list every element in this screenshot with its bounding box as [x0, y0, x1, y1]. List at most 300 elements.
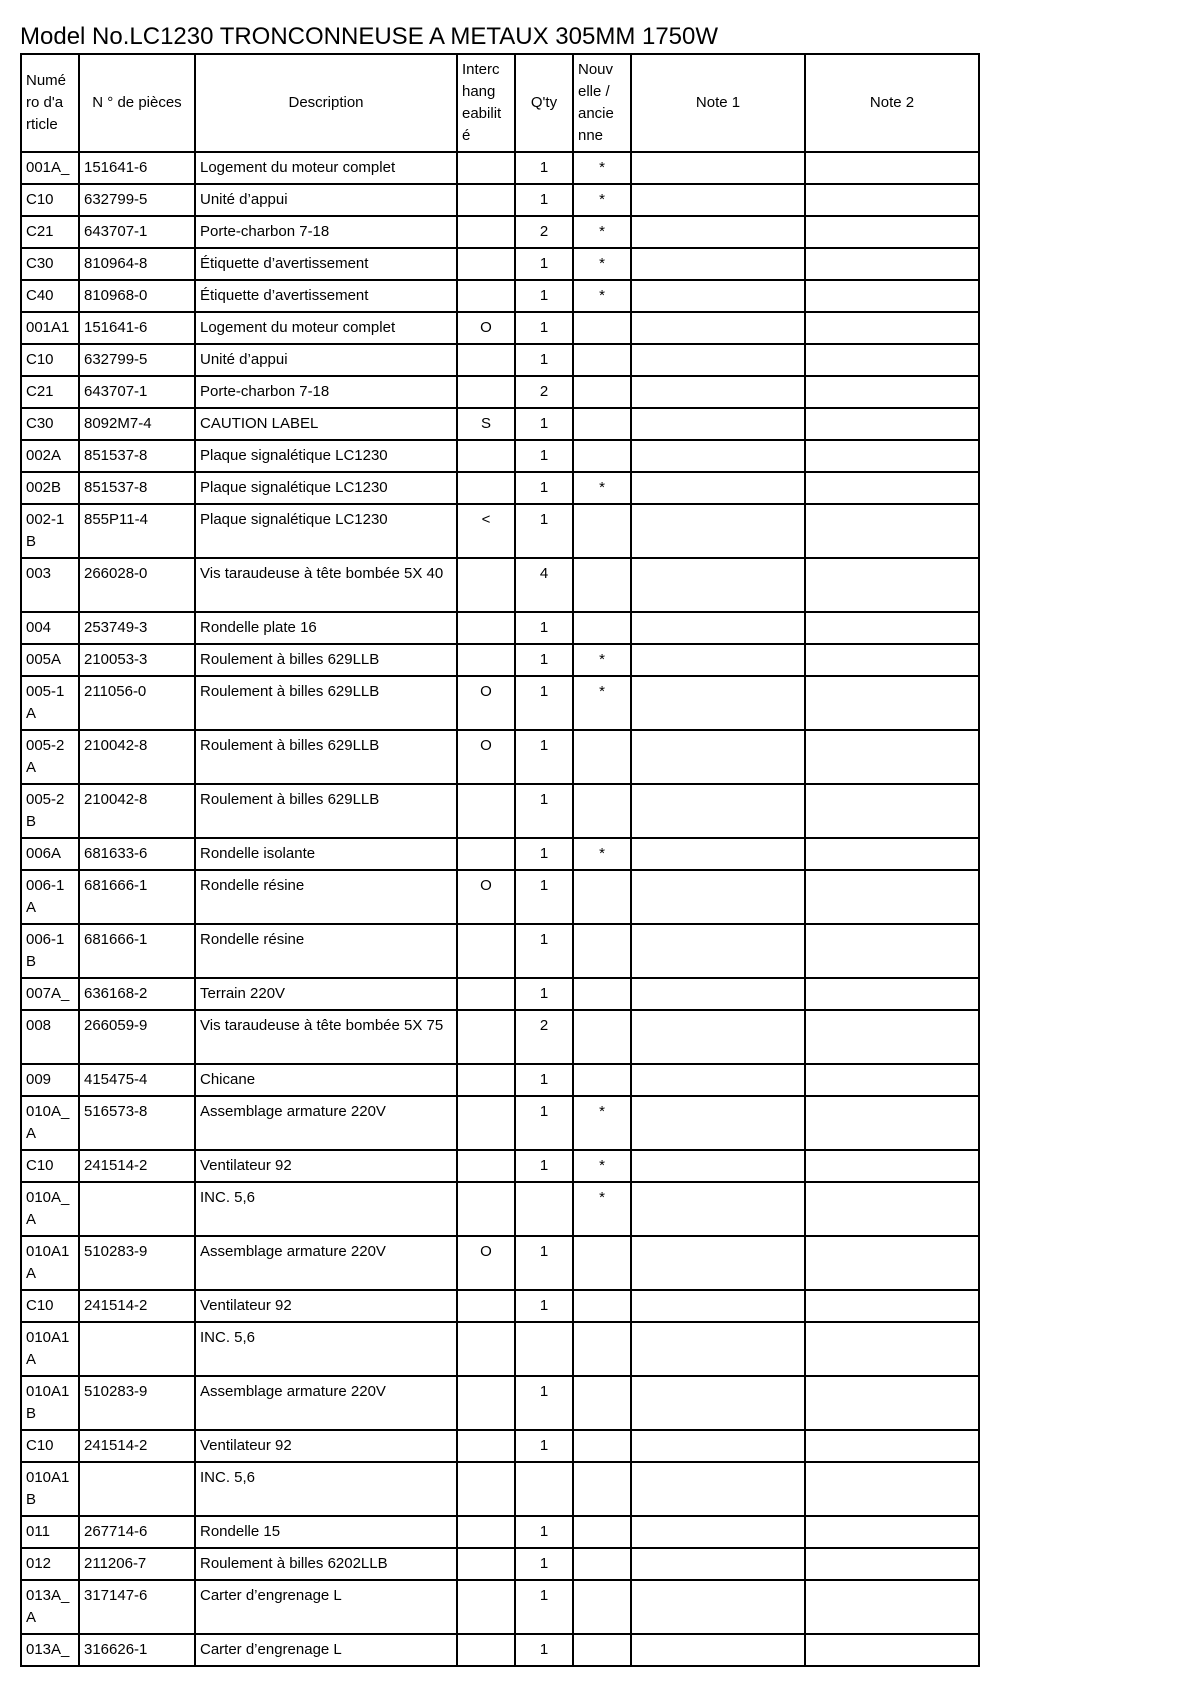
table-row [21, 1236, 979, 1290]
cell-part-number: 681633-6 [79, 838, 195, 870]
cell-note-1 [631, 1462, 805, 1516]
cell-new-old: * [573, 152, 631, 184]
cell-quantity: 1 [515, 924, 573, 978]
cell-note-1 [631, 376, 805, 408]
table-row [21, 676, 979, 730]
cell-note-1 [631, 612, 805, 644]
parts-table [20, 53, 980, 1667]
cell-new-old [573, 978, 631, 1010]
cell-note-1 [631, 1580, 805, 1634]
cell-note-2 [805, 1064, 979, 1096]
cell-note-2 [805, 1290, 979, 1322]
cell-note-1 [631, 644, 805, 676]
cell-new-old [573, 312, 631, 344]
cell-description: Porte-charbon 7-18 [195, 376, 457, 408]
cell-article-number: 001A_ [21, 152, 79, 184]
table-row [21, 730, 979, 784]
cell-interchangeability [457, 1096, 515, 1150]
cell-article-number: 011 [21, 1516, 79, 1548]
cell-interchangeability: O [457, 676, 515, 730]
cell-part-number: 851537-8 [79, 440, 195, 472]
table-row [21, 248, 979, 280]
cell-note-1 [631, 440, 805, 472]
page-title: Model No.LC1230 TRONCONNEUSE A METAUX 305MM 1750W [20, 23, 719, 50]
cell-description: Porte-charbon 7-18 [195, 216, 457, 248]
cell-article-number: 009 [21, 1064, 79, 1096]
cell-quantity: 1 [515, 1150, 573, 1182]
cell-quantity: 1 [515, 1430, 573, 1462]
cell-note-2 [805, 216, 979, 248]
cell-quantity: 1 [515, 870, 573, 924]
table-row [21, 1430, 979, 1462]
cell-description: Terrain 220V [195, 978, 457, 1010]
table-row [21, 1634, 979, 1666]
header-row [21, 54, 979, 152]
table-row [21, 784, 979, 838]
col-header-note-1: Note 1 [631, 54, 805, 152]
table-row [21, 1376, 979, 1430]
cell-interchangeability [457, 924, 515, 978]
cell-note-2 [805, 1430, 979, 1462]
cell-article-number: 001A1 [21, 312, 79, 344]
table-row [21, 558, 979, 612]
cell-quantity [515, 1182, 573, 1236]
cell-note-2 [805, 612, 979, 644]
cell-interchangeability [457, 248, 515, 280]
cell-interchangeability [457, 1322, 515, 1376]
cell-part-number: 266028-0 [79, 558, 195, 612]
cell-new-old [573, 1322, 631, 1376]
cell-part-number: 210042-8 [79, 730, 195, 784]
cell-description: Ventilateur 92 [195, 1290, 457, 1322]
cell-new-old [573, 1376, 631, 1430]
cell-note-2 [805, 1516, 979, 1548]
cell-interchangeability [457, 472, 515, 504]
cell-note-2 [805, 676, 979, 730]
cell-description: Ventilateur 92 [195, 1430, 457, 1462]
cell-part-number: 636168-2 [79, 978, 195, 1010]
table-row [21, 1322, 979, 1376]
cell-description: CAUTION LABEL [195, 408, 457, 440]
cell-article-number: C10 [21, 344, 79, 376]
cell-article-number: 006-1 A [21, 870, 79, 924]
cell-note-2 [805, 280, 979, 312]
cell-new-old [573, 1064, 631, 1096]
cell-quantity: 2 [515, 1010, 573, 1064]
cell-note-1 [631, 1430, 805, 1462]
cell-note-2 [805, 730, 979, 784]
cell-quantity: 1 [515, 644, 573, 676]
cell-new-old: * [573, 1182, 631, 1236]
cell-new-old: * [573, 248, 631, 280]
cell-note-1 [631, 1634, 805, 1666]
cell-interchangeability [457, 978, 515, 1010]
cell-interchangeability: S [457, 408, 515, 440]
cell-note-2 [805, 472, 979, 504]
cell-description: INC. 5,6 [195, 1462, 457, 1516]
cell-new-old: * [573, 838, 631, 870]
table-row [21, 1516, 979, 1548]
cell-description: Assemblage armature 220V [195, 1236, 457, 1290]
cell-interchangeability [457, 216, 515, 248]
cell-article-number: 008 [21, 1010, 79, 1064]
cell-quantity: 1 [515, 838, 573, 870]
cell-article-number: 012 [21, 1548, 79, 1580]
col-header-new-old: Nouv elle / ancie nne [573, 54, 631, 152]
cell-note-1 [631, 924, 805, 978]
cell-article-number: 002-1 B [21, 504, 79, 558]
cell-part-number: 810964-8 [79, 248, 195, 280]
cell-note-1 [631, 280, 805, 312]
cell-part-number: 632799-5 [79, 184, 195, 216]
cell-part-number: 643707-1 [79, 216, 195, 248]
cell-article-number: 013A_ [21, 1634, 79, 1666]
cell-new-old [573, 784, 631, 838]
cell-part-number [79, 1322, 195, 1376]
cell-part-number [79, 1462, 195, 1516]
cell-part-number: 681666-1 [79, 924, 195, 978]
cell-part-number: 851537-8 [79, 472, 195, 504]
cell-description: Rondelle résine [195, 870, 457, 924]
table-row [21, 1096, 979, 1150]
cell-new-old: * [573, 184, 631, 216]
cell-new-old [573, 870, 631, 924]
cell-note-1 [631, 784, 805, 838]
cell-article-number: 005-2 B [21, 784, 79, 838]
cell-note-2 [805, 312, 979, 344]
cell-article-number: C10 [21, 1150, 79, 1182]
cell-new-old [573, 344, 631, 376]
cell-quantity: 1 [515, 408, 573, 440]
table-row [21, 472, 979, 504]
cell-new-old [573, 376, 631, 408]
cell-description: INC. 5,6 [195, 1182, 457, 1236]
table-row [21, 1462, 979, 1516]
cell-article-number: 010A1 B [21, 1376, 79, 1430]
cell-note-1 [631, 248, 805, 280]
cell-article-number: C21 [21, 376, 79, 408]
cell-new-old: * [573, 280, 631, 312]
cell-note-1 [631, 676, 805, 730]
cell-part-number: 317147-6 [79, 1580, 195, 1634]
table-row [21, 1182, 979, 1236]
cell-description: Roulement à billes 629LLB [195, 676, 457, 730]
cell-quantity: 4 [515, 558, 573, 612]
cell-note-1 [631, 312, 805, 344]
cell-note-2 [805, 184, 979, 216]
cell-description: Rondelle 15 [195, 1516, 457, 1548]
cell-new-old [573, 1010, 631, 1064]
cell-note-1 [631, 838, 805, 870]
table-row [21, 1064, 979, 1096]
cell-new-old [573, 408, 631, 440]
cell-interchangeability [457, 838, 515, 870]
cell-article-number: 010A_ A [21, 1096, 79, 1150]
cell-description: Roulement à billes 629LLB [195, 784, 457, 838]
table-row [21, 1150, 979, 1182]
cell-quantity: 2 [515, 376, 573, 408]
cell-interchangeability [457, 558, 515, 612]
cell-note-2 [805, 504, 979, 558]
cell-description: Vis taraudeuse à tête bombée 5X 40 [195, 558, 457, 612]
cell-note-2 [805, 924, 979, 978]
cell-interchangeability [457, 1182, 515, 1236]
cell-article-number: C10 [21, 184, 79, 216]
cell-note-1 [631, 1516, 805, 1548]
cell-new-old: * [573, 676, 631, 730]
cell-description: Carter d’engrenage L [195, 1634, 457, 1666]
cell-new-old: * [573, 644, 631, 676]
cell-note-2 [805, 1376, 979, 1430]
cell-part-number: 415475-4 [79, 1064, 195, 1096]
cell-note-2 [805, 1096, 979, 1150]
cell-article-number: 010A1 A [21, 1236, 79, 1290]
cell-part-number: 8092M7-4 [79, 408, 195, 440]
cell-quantity: 1 [515, 1548, 573, 1580]
cell-part-number: 510283-9 [79, 1236, 195, 1290]
cell-quantity: 1 [515, 152, 573, 184]
cell-quantity: 1 [515, 312, 573, 344]
cell-interchangeability [457, 1010, 515, 1064]
cell-part-number: 241514-2 [79, 1430, 195, 1462]
cell-part-number: 266059-9 [79, 1010, 195, 1064]
cell-interchangeability: O [457, 312, 515, 344]
cell-new-old [573, 1580, 631, 1634]
cell-description: Rondelle plate 16 [195, 612, 457, 644]
cell-description: Logement du moteur complet [195, 312, 457, 344]
cell-new-old [573, 558, 631, 612]
cell-new-old: * [573, 1096, 631, 1150]
cell-interchangeability [457, 1548, 515, 1580]
cell-article-number: 005-1 A [21, 676, 79, 730]
cell-interchangeability [457, 612, 515, 644]
table-row [21, 312, 979, 344]
col-header-interchangeability: Interc hang eabilit é [457, 54, 515, 152]
cell-note-2 [805, 440, 979, 472]
cell-quantity: 1 [515, 1096, 573, 1150]
cell-description: Étiquette d’avertissement [195, 248, 457, 280]
table-row [21, 184, 979, 216]
col-header-article-number: Numé ro d'a rticle [21, 54, 79, 152]
cell-quantity: 1 [515, 730, 573, 784]
cell-note-2 [805, 152, 979, 184]
cell-interchangeability: O [457, 870, 515, 924]
cell-description: Rondelle isolante [195, 838, 457, 870]
cell-description: Roulement à billes 6202LLB [195, 1548, 457, 1580]
cell-note-2 [805, 784, 979, 838]
table-row [21, 1290, 979, 1322]
cell-article-number: C10 [21, 1430, 79, 1462]
table-row [21, 408, 979, 440]
table-row [21, 504, 979, 558]
cell-quantity: 2 [515, 216, 573, 248]
cell-article-number: 013A_ A [21, 1580, 79, 1634]
cell-part-number: 643707-1 [79, 376, 195, 408]
cell-article-number: 005-2 A [21, 730, 79, 784]
cell-part-number [79, 1182, 195, 1236]
cell-quantity: 1 [515, 248, 573, 280]
cell-note-2 [805, 1634, 979, 1666]
cell-note-2 [805, 838, 979, 870]
table-row [21, 978, 979, 1010]
table-row [21, 612, 979, 644]
cell-note-1 [631, 1376, 805, 1430]
cell-note-1 [631, 408, 805, 440]
cell-article-number: 006A [21, 838, 79, 870]
cell-description: Logement du moteur complet [195, 152, 457, 184]
cell-part-number: 516573-8 [79, 1096, 195, 1150]
cell-quantity: 1 [515, 1236, 573, 1290]
cell-description: INC. 5,6 [195, 1322, 457, 1376]
cell-note-2 [805, 1580, 979, 1634]
cell-part-number: 810968-0 [79, 280, 195, 312]
cell-article-number: 007A_ [21, 978, 79, 1010]
cell-interchangeability [457, 1430, 515, 1462]
cell-note-1 [631, 1096, 805, 1150]
table-row [21, 870, 979, 924]
cell-part-number: 632799-5 [79, 344, 195, 376]
cell-quantity: 1 [515, 1580, 573, 1634]
cell-part-number: 210053-3 [79, 644, 195, 676]
cell-description: Chicane [195, 1064, 457, 1096]
table-row [21, 1548, 979, 1580]
cell-note-2 [805, 1010, 979, 1064]
cell-note-2 [805, 1462, 979, 1516]
table-row [21, 1010, 979, 1064]
cell-interchangeability [457, 184, 515, 216]
cell-note-2 [805, 408, 979, 440]
cell-quantity [515, 1462, 573, 1516]
cell-new-old [573, 1462, 631, 1516]
cell-article-number: 006-1 B [21, 924, 79, 978]
cell-description: Assemblage armature 220V [195, 1376, 457, 1430]
cell-note-2 [805, 1548, 979, 1580]
cell-description: Unité d’appui [195, 344, 457, 376]
cell-interchangeability: O [457, 1236, 515, 1290]
cell-note-1 [631, 216, 805, 248]
cell-new-old [573, 1548, 631, 1580]
cell-interchangeability [457, 644, 515, 676]
cell-quantity: 1 [515, 1290, 573, 1322]
cell-article-number: 005A [21, 644, 79, 676]
cell-article-number: 003 [21, 558, 79, 612]
cell-note-2 [805, 1322, 979, 1376]
cell-interchangeability [457, 1290, 515, 1322]
cell-article-number: 002A [21, 440, 79, 472]
cell-note-1 [631, 978, 805, 1010]
cell-article-number: 010A1 A [21, 1322, 79, 1376]
cell-note-2 [805, 644, 979, 676]
cell-new-old [573, 504, 631, 558]
cell-new-old: * [573, 1150, 631, 1182]
col-header-part-number: N ° de pièces [79, 54, 195, 152]
table-body [21, 152, 979, 1666]
cell-new-old [573, 1430, 631, 1462]
cell-new-old: * [573, 472, 631, 504]
cell-note-1 [631, 1064, 805, 1096]
cell-new-old [573, 1290, 631, 1322]
cell-description: Vis taraudeuse à tête bombée 5X 75 [195, 1010, 457, 1064]
cell-description: Carter d’engrenage L [195, 1580, 457, 1634]
cell-note-2 [805, 1236, 979, 1290]
cell-interchangeability [457, 1150, 515, 1182]
table-row [21, 924, 979, 978]
cell-description: Plaque signalétique LC1230 [195, 472, 457, 504]
cell-new-old [573, 1516, 631, 1548]
cell-part-number: 210042-8 [79, 784, 195, 838]
cell-description: Ventilateur 92 [195, 1150, 457, 1182]
cell-part-number: 253749-3 [79, 612, 195, 644]
cell-note-1 [631, 344, 805, 376]
cell-interchangeability [457, 784, 515, 838]
cell-quantity: 1 [515, 344, 573, 376]
cell-note-1 [631, 1548, 805, 1580]
cell-note-1 [631, 870, 805, 924]
cell-part-number: 211056-0 [79, 676, 195, 730]
cell-note-1 [631, 558, 805, 612]
cell-new-old [573, 730, 631, 784]
cell-note-2 [805, 870, 979, 924]
cell-note-1 [631, 1182, 805, 1236]
cell-interchangeability [457, 1516, 515, 1548]
cell-note-1 [631, 1322, 805, 1376]
cell-interchangeability [457, 152, 515, 184]
cell-part-number: 211206-7 [79, 1548, 195, 1580]
cell-quantity: 1 [515, 440, 573, 472]
cell-description: Roulement à billes 629LLB [195, 644, 457, 676]
cell-quantity: 1 [515, 1064, 573, 1096]
table-row [21, 440, 979, 472]
cell-article-number: 010A_ A [21, 1182, 79, 1236]
cell-part-number: 316626-1 [79, 1634, 195, 1666]
cell-note-2 [805, 248, 979, 280]
cell-note-2 [805, 558, 979, 612]
cell-note-1 [631, 1010, 805, 1064]
cell-part-number: 267714-6 [79, 1516, 195, 1548]
cell-article-number: C10 [21, 1290, 79, 1322]
cell-note-1 [631, 730, 805, 784]
cell-description: Roulement à billes 629LLB [195, 730, 457, 784]
cell-description: Plaque signalétique LC1230 [195, 504, 457, 558]
cell-quantity: 1 [515, 978, 573, 1010]
cell-note-1 [631, 504, 805, 558]
cell-article-number: 004 [21, 612, 79, 644]
cell-description: Rondelle résine [195, 924, 457, 978]
cell-article-number: C21 [21, 216, 79, 248]
col-header-note-2: Note 2 [805, 54, 979, 152]
cell-quantity: 1 [515, 1516, 573, 1548]
cell-description: Unité d’appui [195, 184, 457, 216]
col-header-quantity: Q'ty [515, 54, 573, 152]
cell-part-number: 151641-6 [79, 152, 195, 184]
cell-note-2 [805, 376, 979, 408]
cell-article-number: C40 [21, 280, 79, 312]
cell-quantity: 1 [515, 676, 573, 730]
table-row [21, 344, 979, 376]
table-row [21, 216, 979, 248]
cell-note-1 [631, 1150, 805, 1182]
cell-article-number: 010A1 B [21, 1462, 79, 1516]
table-row [21, 838, 979, 870]
cell-interchangeability [457, 280, 515, 312]
cell-new-old [573, 1634, 631, 1666]
cell-interchangeability [457, 1462, 515, 1516]
cell-note-1 [631, 152, 805, 184]
cell-interchangeability [457, 1580, 515, 1634]
cell-quantity: 1 [515, 784, 573, 838]
cell-quantity: 1 [515, 612, 573, 644]
table-row [21, 644, 979, 676]
